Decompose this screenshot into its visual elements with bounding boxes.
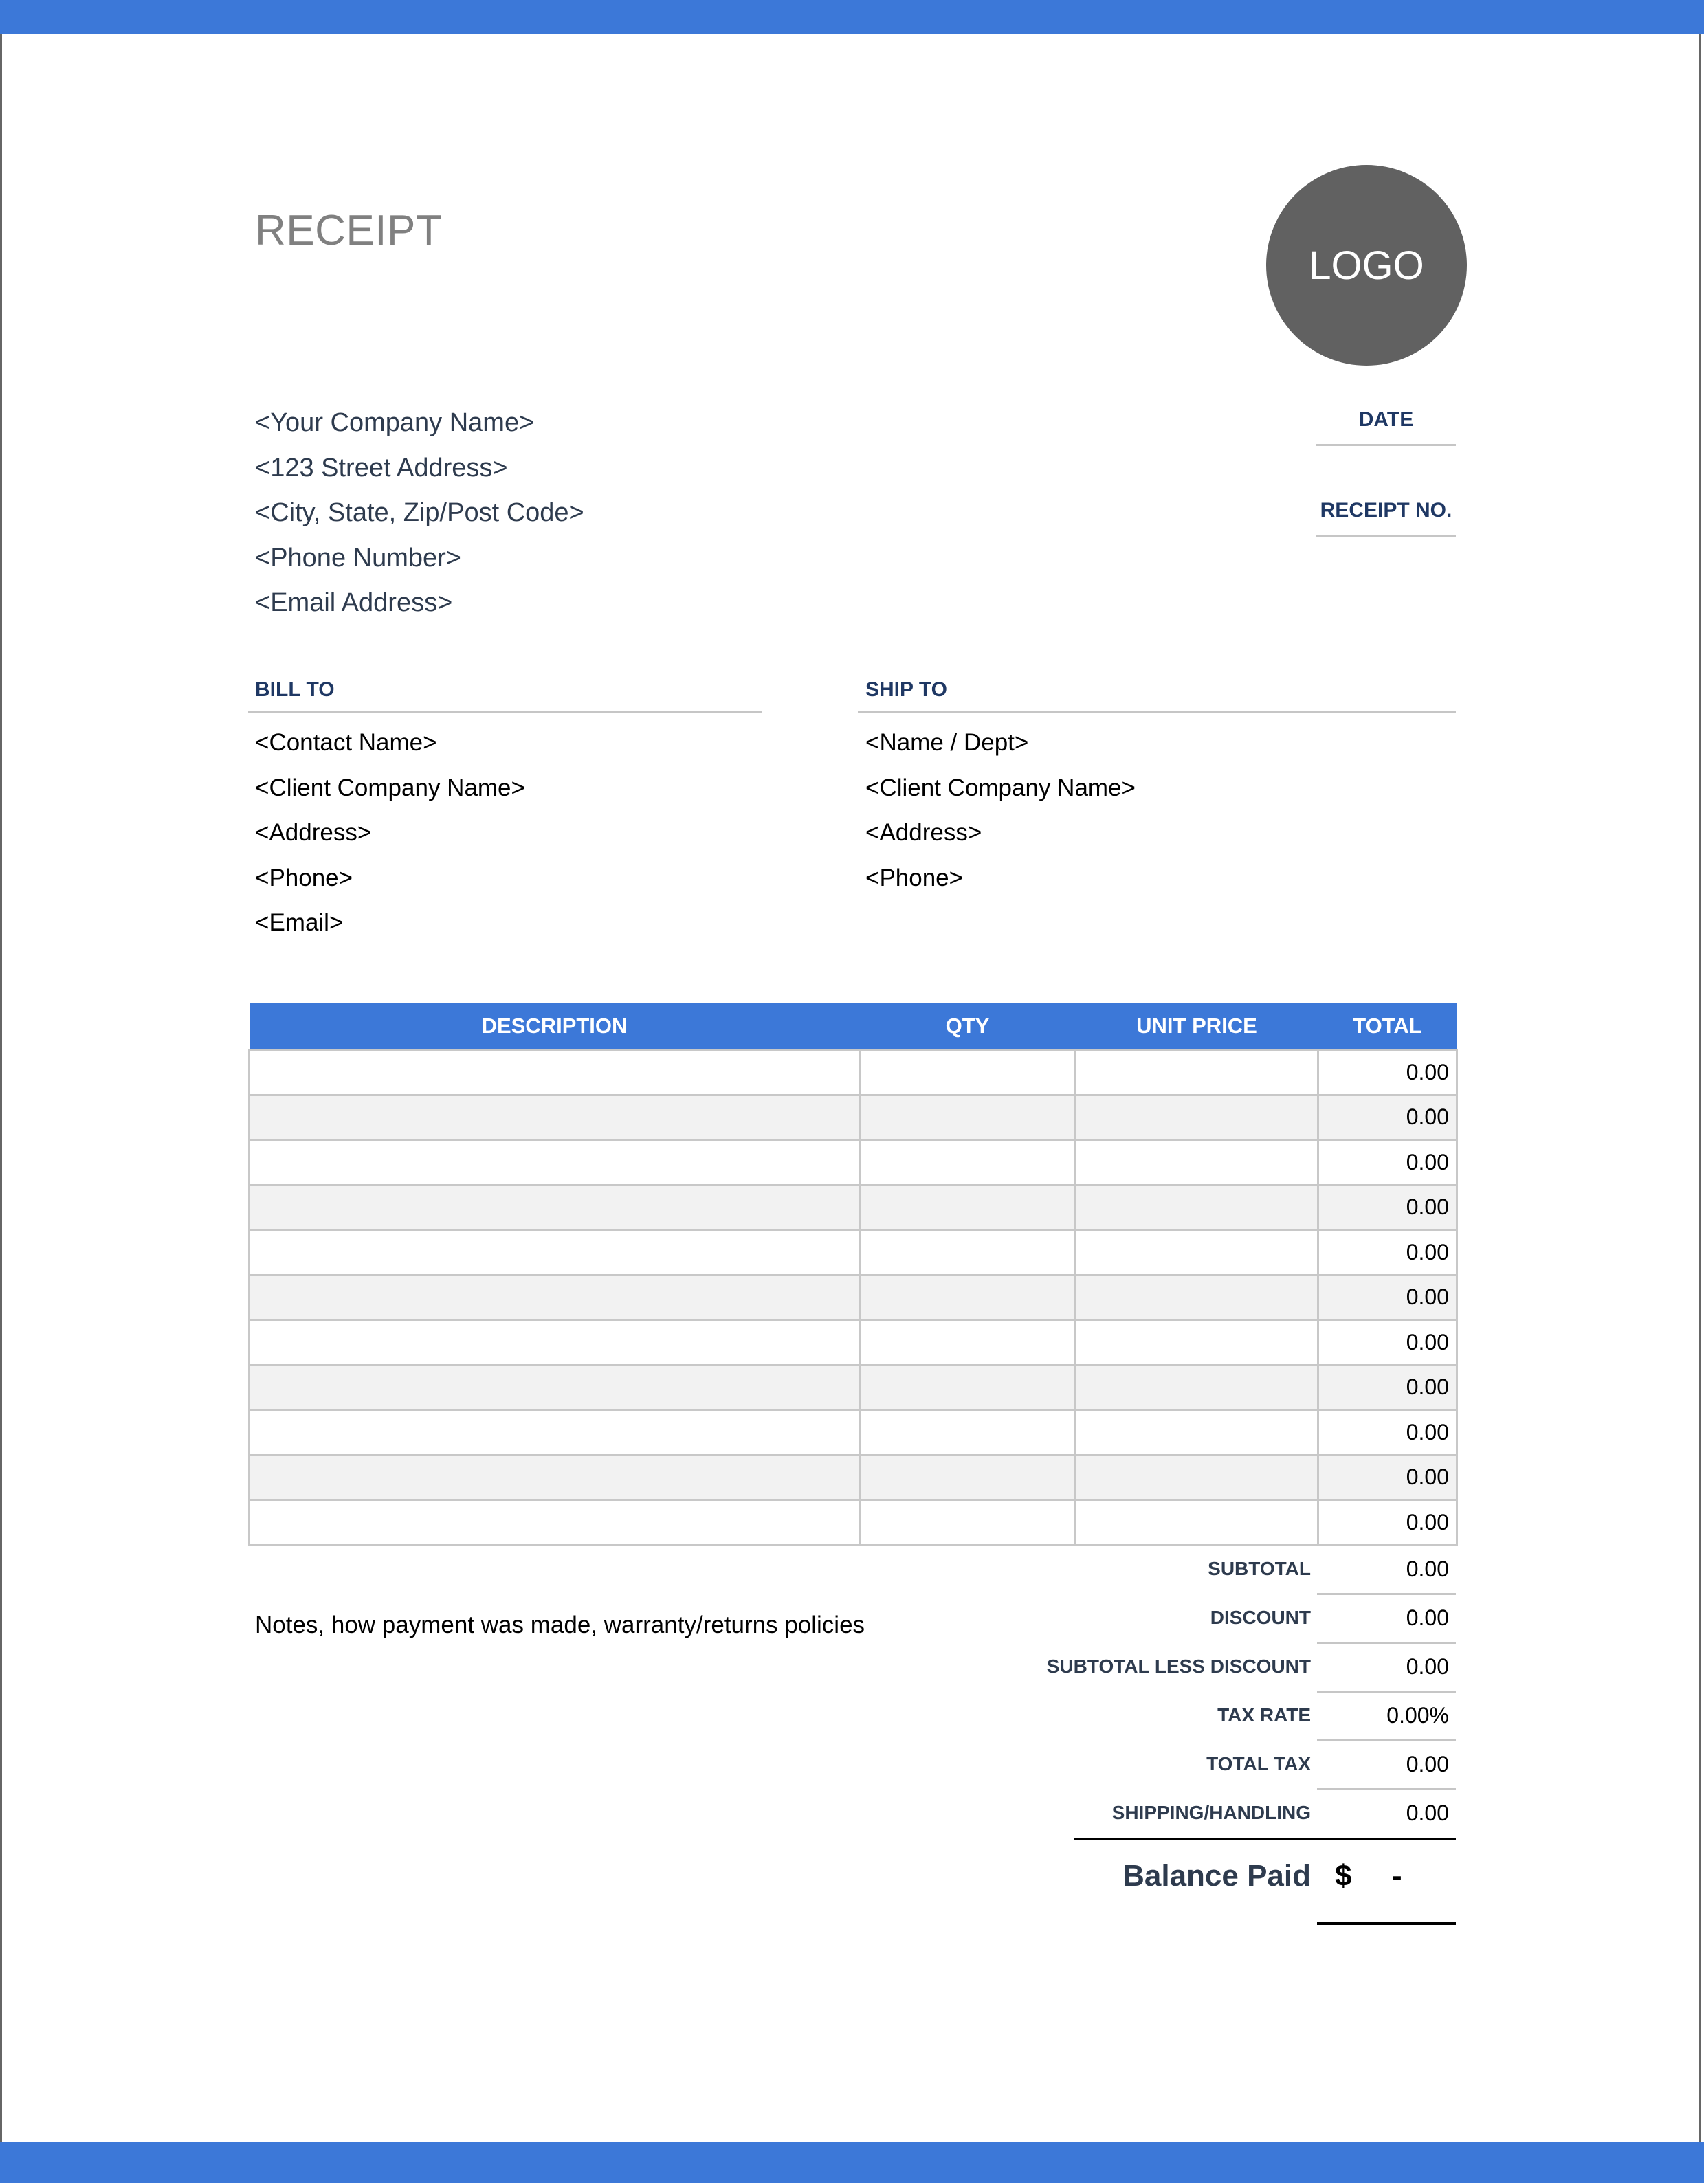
- cell-description[interactable]: [250, 1320, 860, 1366]
- logo-text: LOGO: [1309, 243, 1424, 288]
- cell-description[interactable]: [250, 1365, 860, 1410]
- cell-qty[interactable]: [860, 1500, 1076, 1546]
- cell-description[interactable]: [250, 1095, 860, 1140]
- tax-rate-divider: [1317, 1739, 1456, 1741]
- bill-to-contact[interactable]: <Contact Name>: [255, 729, 437, 756]
- total-tax-value: 0.00: [1406, 1752, 1449, 1776]
- cell-description[interactable]: [250, 1230, 860, 1275]
- table-row: [250, 1275, 1457, 1320]
- cell-unit-price[interactable]: [1076, 1410, 1318, 1456]
- ship-to-address[interactable]: <Address>: [865, 819, 982, 846]
- subtotal-less-discount-label: SUBTOTAL LESS DISCOUNT: [1046, 1656, 1311, 1677]
- cell-description[interactable]: [250, 1410, 860, 1456]
- bill-to-address[interactable]: <Address>: [255, 819, 372, 846]
- document-title: RECEIPT: [255, 207, 443, 254]
- col-qty: QTY: [945, 1013, 990, 1038]
- table-row: [250, 1140, 1457, 1185]
- balance-paid-value: -: [1392, 1859, 1402, 1893]
- cell-unit-price[interactable]: [1076, 1185, 1318, 1230]
- company-phone[interactable]: <Phone Number>: [255, 543, 461, 572]
- cell-unit-price[interactable]: [1076, 1365, 1318, 1410]
- receipt-no-label: RECEIPT NO.: [1320, 499, 1452, 522]
- cell-total: 0.00: [1318, 1455, 1457, 1500]
- bill-to-company[interactable]: <Client Company Name>: [255, 774, 525, 801]
- subtotal-label: SUBTOTAL: [1208, 1558, 1311, 1579]
- balance-paid-label: Balance Paid: [1122, 1859, 1311, 1893]
- cell-unit-price[interactable]: [1076, 1050, 1318, 1095]
- ship-to-name[interactable]: <Name / Dept>: [865, 729, 1029, 756]
- table-row: [250, 1050, 1457, 1095]
- cell-unit-price[interactable]: [1076, 1320, 1318, 1366]
- table-row: [250, 1500, 1457, 1546]
- tax-rate-value[interactable]: 0.00%: [1386, 1703, 1449, 1728]
- shipping-label: SHIPPING/HANDLING: [1111, 1802, 1311, 1823]
- subtotal-less-discount-value: 0.00: [1406, 1654, 1449, 1679]
- cell-total: 0.00: [1318, 1500, 1457, 1546]
- cell-description[interactable]: [250, 1140, 860, 1185]
- cell-qty[interactable]: [860, 1455, 1076, 1500]
- ship-to-block: [865, 720, 1136, 900]
- date-field[interactable]: [1316, 444, 1456, 446]
- balance-top-rule: [1074, 1838, 1456, 1840]
- cell-description[interactable]: [250, 1275, 860, 1320]
- company-email[interactable]: <Email Address>: [255, 588, 453, 617]
- table-row: [250, 1095, 1457, 1140]
- ship-to-phone[interactable]: <Phone>: [865, 864, 964, 891]
- ship-to-heading: SHIP TO: [865, 678, 947, 701]
- bill-to-email[interactable]: <Email>: [255, 909, 344, 936]
- subtotal-divider: [1317, 1593, 1456, 1595]
- col-total: TOTAL: [1353, 1013, 1422, 1038]
- bill-to-phone[interactable]: <Phone>: [255, 864, 353, 891]
- table-row: [250, 1230, 1457, 1275]
- cell-unit-price[interactable]: [1076, 1140, 1318, 1185]
- receipt-no-field[interactable]: [1316, 535, 1456, 537]
- discount-divider: [1317, 1642, 1456, 1644]
- cell-qty[interactable]: [860, 1185, 1076, 1230]
- subtotal-less-discount-divider: [1317, 1691, 1456, 1693]
- logo-placeholder[interactable]: [1266, 165, 1467, 366]
- cell-qty[interactable]: [860, 1050, 1076, 1095]
- table-header: [250, 1003, 1457, 1050]
- table-row: [250, 1365, 1457, 1410]
- cell-total: 0.00: [1318, 1365, 1457, 1410]
- shipping-value[interactable]: 0.00: [1406, 1801, 1449, 1825]
- cell-unit-price[interactable]: [1076, 1230, 1318, 1275]
- cell-unit-price[interactable]: [1076, 1500, 1318, 1546]
- cell-total: 0.00: [1318, 1230, 1457, 1275]
- notes-text[interactable]: Notes, how payment was made, warranty/returns policies: [255, 1612, 865, 1638]
- subtotal-value: 0.00: [1406, 1557, 1449, 1581]
- company-city[interactable]: <City, State, Zip/Post Code>: [255, 498, 584, 527]
- discount-value[interactable]: 0.00: [1406, 1605, 1449, 1630]
- cell-unit-price[interactable]: [1076, 1095, 1318, 1140]
- table-row: [250, 1410, 1457, 1456]
- cell-unit-price[interactable]: [1076, 1275, 1318, 1320]
- table-row: [250, 1185, 1457, 1230]
- total-tax-label: TOTAL TAX: [1206, 1753, 1311, 1774]
- col-unit-price: UNIT PRICE: [1136, 1013, 1257, 1038]
- cell-unit-price[interactable]: [1076, 1455, 1318, 1500]
- cell-description[interactable]: [250, 1455, 860, 1500]
- cell-qty[interactable]: [860, 1275, 1076, 1320]
- bottom-accent-bar: [0, 2142, 1704, 2183]
- company-name[interactable]: <Your Company Name>: [255, 408, 535, 437]
- cell-description[interactable]: [250, 1050, 860, 1095]
- cell-description[interactable]: [250, 1185, 860, 1230]
- bill-to-block: [255, 720, 525, 946]
- bill-to-heading: BILL TO: [255, 678, 335, 701]
- cell-total: 0.00: [1318, 1185, 1457, 1230]
- table-row: [250, 1455, 1457, 1500]
- ship-to-company[interactable]: <Client Company Name>: [865, 774, 1136, 801]
- company-info: [255, 401, 584, 626]
- discount-label: DISCOUNT: [1210, 1607, 1311, 1628]
- cell-qty[interactable]: [860, 1095, 1076, 1140]
- cell-qty[interactable]: [860, 1320, 1076, 1366]
- cell-qty[interactable]: [860, 1365, 1076, 1410]
- balance-currency: $: [1335, 1859, 1352, 1893]
- balance-bottom-rule: [1317, 1922, 1456, 1925]
- date-label: DATE: [1358, 408, 1414, 431]
- cell-description[interactable]: [250, 1500, 860, 1546]
- table-row: [250, 1320, 1457, 1366]
- cell-qty[interactable]: [860, 1410, 1076, 1456]
- cell-total: 0.00: [1318, 1140, 1457, 1185]
- company-street[interactable]: <123 Street Address>: [255, 453, 508, 482]
- top-accent-bar: [0, 0, 1704, 34]
- bill-to-divider: [248, 711, 762, 713]
- cell-total: 0.00: [1318, 1320, 1457, 1366]
- tax-rate-label: TAX RATE: [1217, 1704, 1311, 1726]
- cell-total: 0.00: [1318, 1050, 1457, 1095]
- cell-total: 0.00: [1318, 1275, 1457, 1320]
- line-items-table: [248, 1003, 1458, 1546]
- total-tax-divider: [1317, 1788, 1456, 1790]
- col-description: DESCRIPTION: [481, 1013, 628, 1038]
- cell-total: 0.00: [1318, 1410, 1457, 1456]
- ship-to-divider: [858, 711, 1456, 713]
- cell-qty[interactable]: [860, 1140, 1076, 1185]
- cell-total: 0.00: [1318, 1095, 1457, 1140]
- cell-qty[interactable]: [860, 1230, 1076, 1275]
